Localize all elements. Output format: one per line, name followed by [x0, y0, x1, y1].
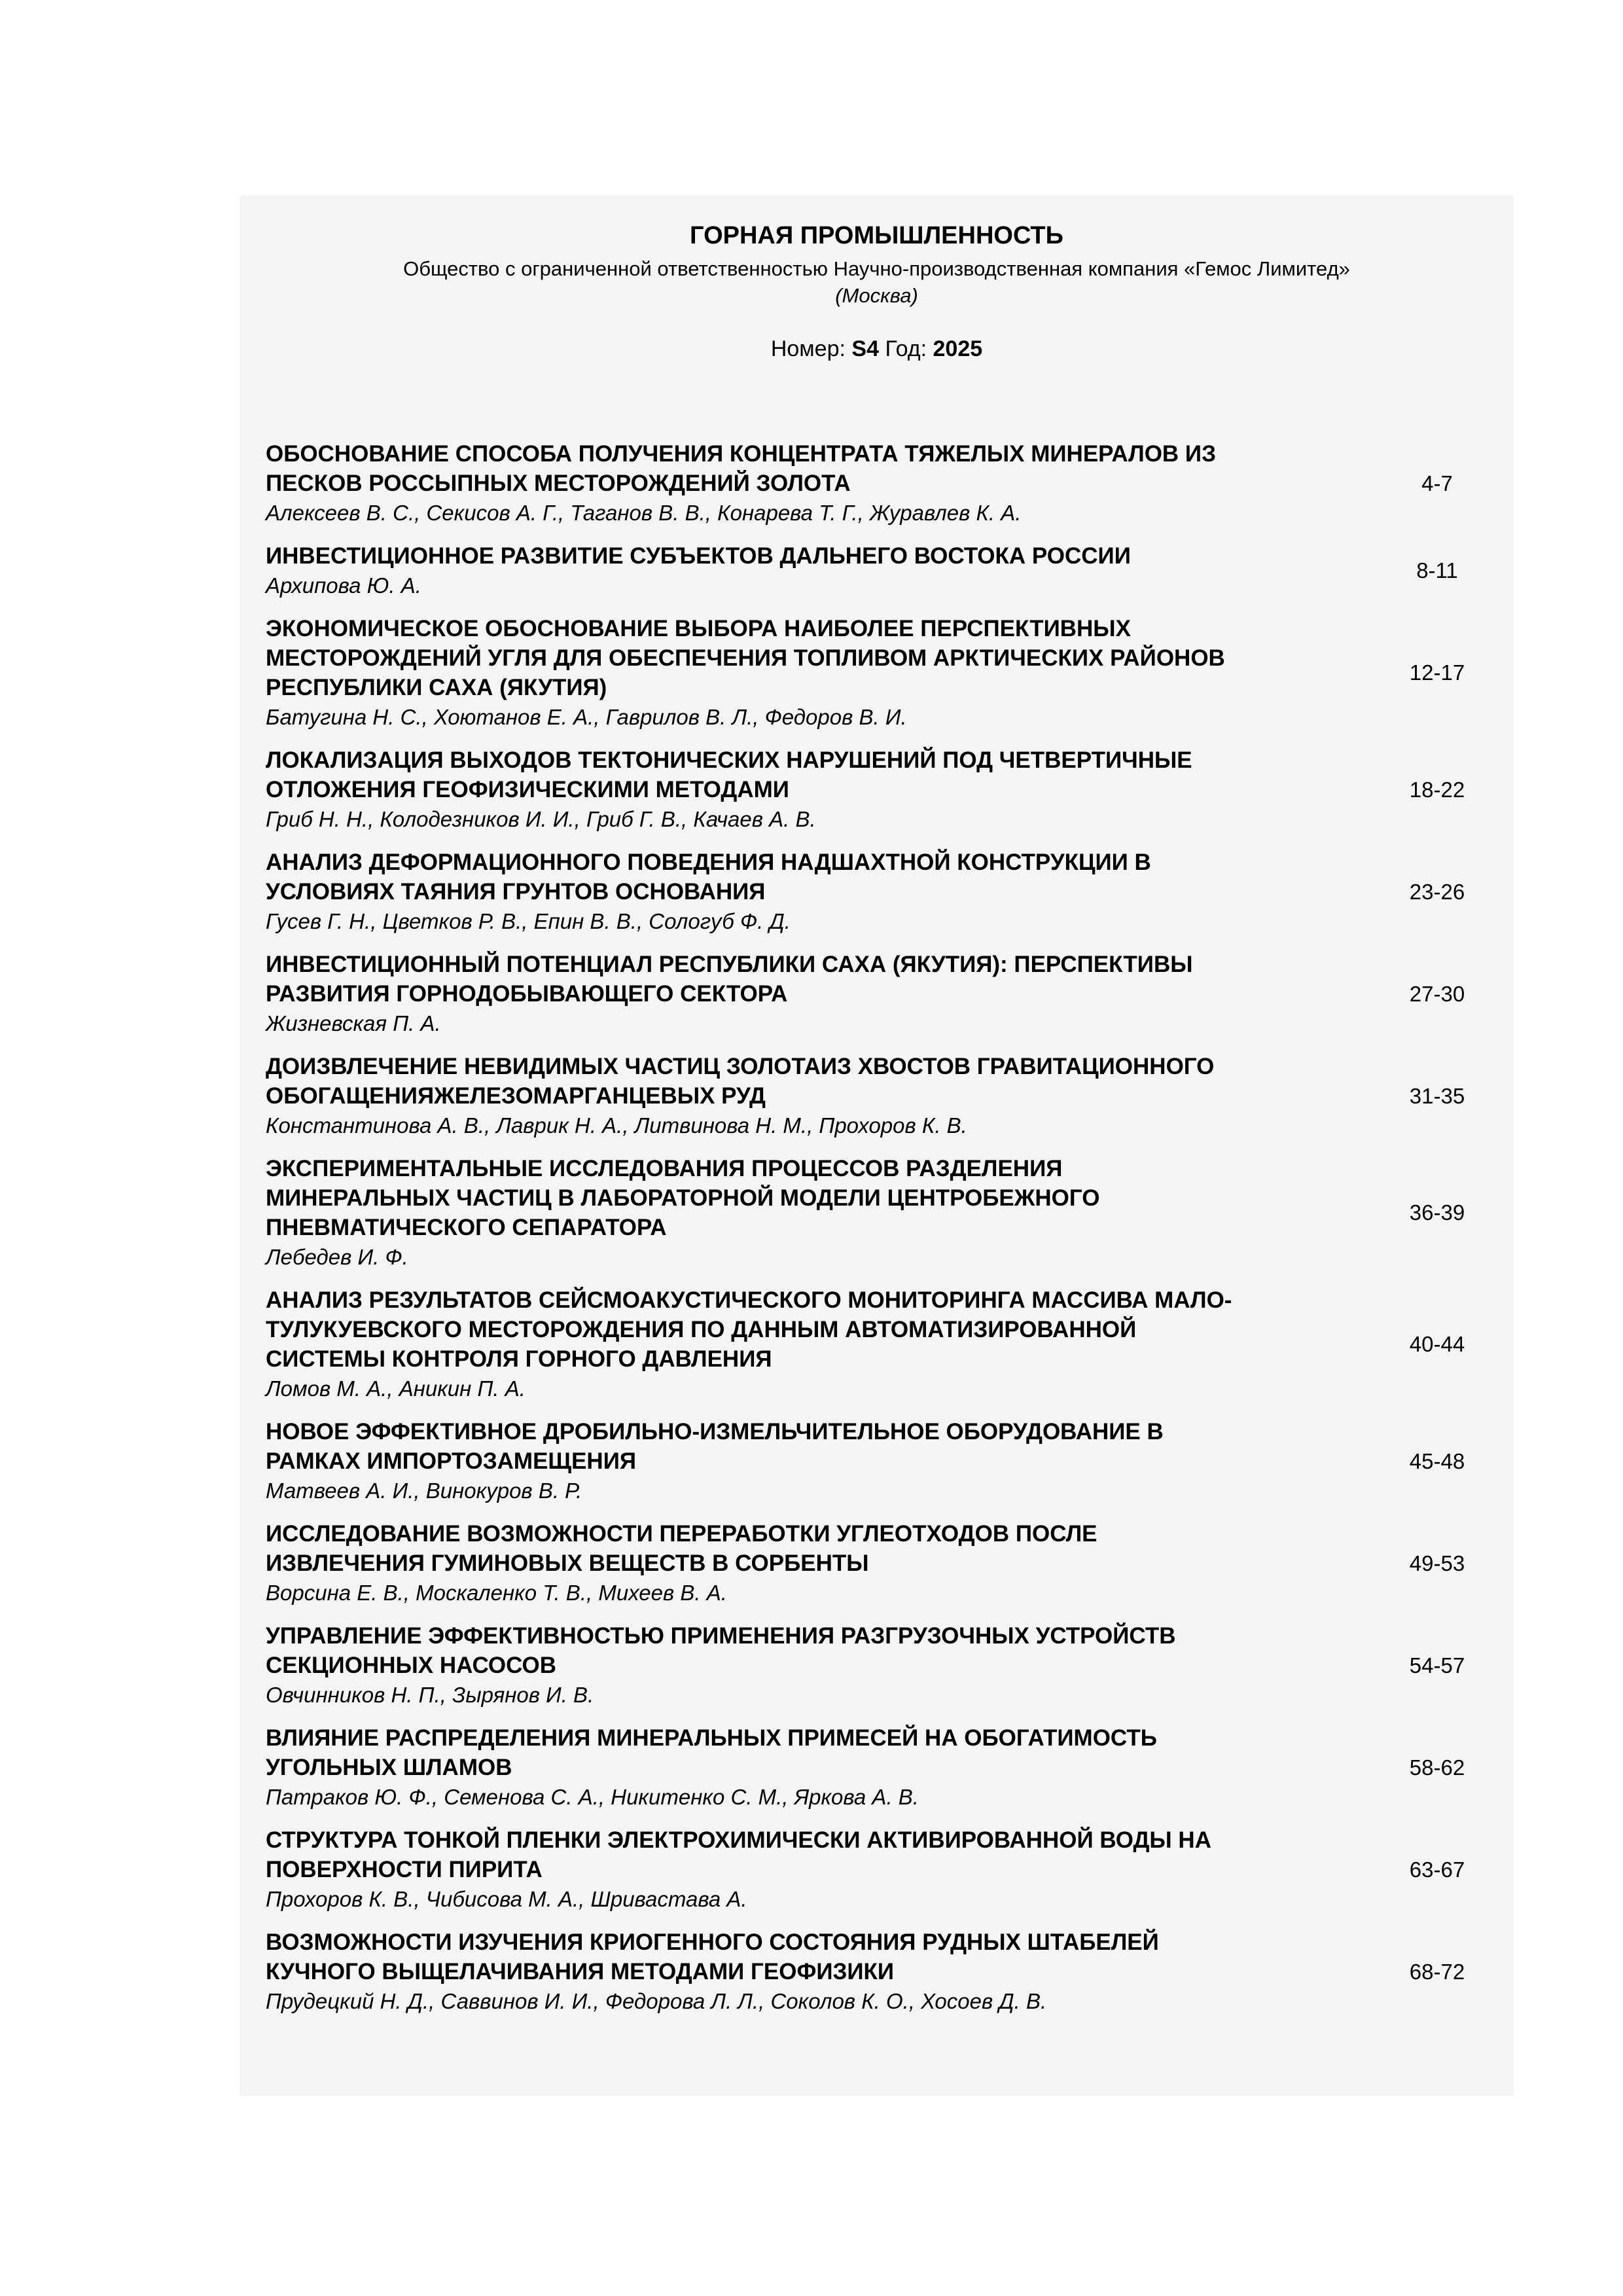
article-title-line[interactable]: ПОВЕРХНОСТИ ПИРИТА — [266, 1857, 543, 1882]
article-title-line[interactable]: УПРАВЛЕНИЕ ЭФФЕКТИВНОСТЬЮ ПРИМЕНЕНИЯ РАЗГРУЗОЧНЫХ УСТРОЙСТВ — [266, 1623, 1176, 1649]
article-entry[interactable] — [266, 1928, 1496, 2016]
article-title-line[interactable]: ЭКОНОМИЧЕСКОЕ ОБОСНОВАНИЕ ВЫБОРА НАИБОЛЕЕ ПЕРСПЕКТИВНЫХ — [266, 616, 1131, 641]
article-pages: 23-26 — [1409, 879, 1465, 904]
article-pages: 54-57 — [1409, 1653, 1465, 1677]
article-title-line[interactable]: ОБОГАЩЕНИЯЖЕЛЕЗОМАРГАНЦЕВЫХ РУД — [266, 1083, 766, 1109]
article-title-line[interactable]: КУЧНОГО ВЫЩЕЛАЧИВАНИЯ МЕТОДАМИ ГЕОФИЗИКИ — [266, 1959, 895, 1984]
article-pages: 8-11 — [1416, 558, 1458, 583]
article-pages: 31-35 — [1409, 1083, 1465, 1108]
article-authors: Гриб Н. Н., Колодезников И. И., Гриб Г. В., Качаев А. В. — [266, 807, 816, 831]
article-text — [266, 1519, 1378, 1607]
article-title-line[interactable]: СЕКЦИОННЫХ НАСОСОВ — [266, 1653, 557, 1678]
article-entry[interactable] — [266, 1825, 1496, 1914]
article-text — [266, 614, 1378, 732]
article-entry[interactable] — [266, 1154, 1496, 1272]
article-text — [266, 950, 1378, 1038]
article-entry[interactable] — [266, 439, 1496, 528]
article-pages: 18-22 — [1409, 777, 1465, 802]
article-title-line[interactable]: ПНЕВМАТИЧЕСКОГО СЕПАРАТОРА — [266, 1215, 667, 1240]
article-entry[interactable] — [266, 1723, 1496, 1812]
article-authors: Патраков Ю. Ф., Семенова С. А., Никитенко С. М., Яркова А. В. — [266, 1785, 919, 1809]
article-title-line[interactable]: ТУЛУКУЕВСКОГО МЕСТОРОЖДЕНИЯ ПО ДАННЫМ АВТОМАТИЗИРОВАННОЙ — [266, 1317, 1137, 1342]
article-title-line[interactable]: ОТЛОЖЕНИЯ ГЕОФИЗИЧЕСКИМИ МЕТОДАМИ — [266, 777, 789, 802]
article-authors: Алексеев В. С., Секисов А. Г., Таганов В. В., Конарева Т. Г., Журавлев К. А. — [266, 501, 1022, 525]
article-pages: 27-30 — [1409, 981, 1465, 1006]
article-text — [266, 1052, 1378, 1140]
article-text — [266, 1621, 1378, 1710]
article-text — [266, 439, 1378, 528]
article-title-line[interactable]: РАМКАХ ИМПОРТОЗАМЕЩЕНИЯ — [266, 1448, 637, 1474]
article-title-line[interactable]: МИНЕРАЛЬНЫХ ЧАСТИЦ В ЛАБОРАТОРНОЙ МОДЕЛИ ЦЕНТРОБЕЖНОГО — [266, 1185, 1100, 1211]
year-label: Год: — [885, 336, 927, 361]
article-title-line[interactable]: ОБОСНОВАНИЕ СПОСОБА ПОЛУЧЕНИЯ КОНЦЕНТРАТА ТЯЖЕЛЫХ МИНЕРАЛОВ ИЗ — [266, 441, 1217, 467]
article-text — [266, 1285, 1378, 1403]
issue-label: Номер: — [770, 336, 846, 361]
article-entry[interactable] — [266, 745, 1496, 834]
publisher-city: (Москва) — [835, 284, 918, 307]
table-of-contents-panel — [240, 196, 1514, 2096]
article-title-line[interactable]: ЛОКАЛИЗАЦИЯ ВЫХОДОВ ТЕКТОНИЧЕСКИХ НАРУШЕНИЙ ПОД ЧЕТВЕРТИЧНЫЕ — [266, 747, 1192, 773]
article-pages: 58-62 — [1409, 1755, 1465, 1780]
article-title-line[interactable]: СИСТЕМЫ КОНТРОЛЯ ГОРНОГО ДАВЛЕНИЯ — [266, 1346, 772, 1372]
issue-info — [240, 336, 1514, 362]
article-authors: Ворсина Е. В., Москаленко Т. В., Михеев В. А. — [266, 1581, 727, 1605]
journal-title: ГОРНАЯ ПРОМЫШЛЕННОСТЬ — [690, 222, 1063, 249]
article-authors: Константинова А. В., Лаврик Н. А., Литвинова Н. М., Прохоров К. В. — [266, 1113, 967, 1138]
article-title-line[interactable]: ИССЛЕДОВАНИЕ ВОЗМОЖНОСТИ ПЕРЕРАБОТКИ УГЛЕОТХОДОВ ПОСЛЕ — [266, 1521, 1097, 1547]
article-pages: 4-7 — [1421, 471, 1453, 495]
article-authors: Ломов М. А., Аникин П. А. — [266, 1376, 526, 1401]
article-title-line[interactable]: ВЛИЯНИЕ РАСПРЕДЕЛЕНИЯ МИНЕРАЛЬНЫХ ПРИМЕСЕЙ НА ОБОГАТИМОСТЬ — [266, 1725, 1157, 1751]
issue-year: 2025 — [933, 336, 983, 361]
article-entry[interactable] — [266, 1417, 1496, 1505]
article-title-line[interactable]: ПЕСКОВ РОССЫПНЫХ МЕСТОРОЖДЕНИЙ ЗОЛОТА — [266, 471, 851, 496]
article-authors: Прохоров К. В., Чибисова М. А., Шривастава А. — [266, 1887, 747, 1911]
article-title-line[interactable]: МЕСТОРОЖДЕНИЙ УГЛЯ ДЛЯ ОБЕСПЕЧЕНИЯ ТОПЛИВОМ АРКТИЧЕСКИХ РАЙОНОВ — [266, 645, 1225, 671]
article-list — [266, 439, 1496, 2030]
article-authors: Архипова Ю. А. — [266, 573, 421, 598]
article-title-line[interactable]: НОВОЕ ЭФФЕКТИВНОЕ ДРОБИЛЬНО-ИЗМЕЛЬЧИТЕЛЬНОЕ ОБОРУДОВАНИЕ В — [266, 1419, 1164, 1444]
article-title-line[interactable]: СТРУКТУРА ТОНКОЙ ПЛЕНКИ ЭЛЕКТРОХИМИЧЕСКИ АКТИВИРОВАННОЙ ВОДЫ НА — [266, 1827, 1211, 1853]
article-authors: Матвеев А. И., Винокуров В. Р. — [266, 1479, 582, 1503]
issue-number: S4 — [851, 336, 879, 361]
article-title-line[interactable]: РАЗВИТИЯ ГОРНОДОБЫВАЮЩЕГО СЕКТОРА — [266, 981, 788, 1007]
article-title-line[interactable]: АНАЛИЗ РЕЗУЛЬТАТОВ СЕЙСМОАКУСТИЧЕСКОГО МОНИТОРИНГА МАССИВА МАЛО- — [266, 1287, 1232, 1313]
article-title-line[interactable]: ИЗВЛЕЧЕНИЯ ГУМИНОВЫХ ВЕЩЕСТВ В СОРБЕНТЫ — [266, 1551, 869, 1576]
article-title-line[interactable]: УСЛОВИЯХ ТАЯНИЯ ГРУНТОВ ОСНОВАНИЯ — [266, 879, 766, 905]
article-entry[interactable] — [266, 614, 1496, 732]
article-authors: Лебедев И. Ф. — [266, 1245, 408, 1269]
publisher: Общество с ограниченной ответственностью Научно-производственная компания «Гемос Лимитед» — [403, 257, 1350, 280]
article-title-line[interactable]: РЕСПУБЛИКИ САХА (ЯКУТИЯ) — [266, 675, 607, 700]
article-pages: 40-44 — [1409, 1332, 1465, 1356]
article-pages: 63-67 — [1409, 1857, 1465, 1882]
article-entry[interactable] — [266, 1621, 1496, 1710]
article-entry[interactable] — [266, 950, 1496, 1038]
article-pages: 45-48 — [1409, 1448, 1465, 1473]
article-entry[interactable] — [266, 848, 1496, 936]
article-entry[interactable] — [266, 541, 1496, 600]
article-authors: Прудецкий Н. Д., Саввинов И. И., Федорова Л. Л., Соколов К. О., Хосоев Д. В. — [266, 1989, 1047, 2013]
article-authors: Овчинников Н. П., Зырянов И. В. — [266, 1683, 594, 1707]
article-authors: Гусев Г. Н., Цветков Р. В., Епин В. В., Сологуб Ф. Д. — [266, 909, 791, 933]
article-entry[interactable] — [266, 1285, 1496, 1403]
article-pages: 36-39 — [1409, 1200, 1465, 1225]
article-entry[interactable] — [266, 1519, 1496, 1607]
article-text — [266, 1417, 1378, 1505]
article-text — [266, 745, 1378, 834]
article-title-line[interactable]: ИНВЕСТИЦИОННОЕ РАЗВИТИЕ СУБЪЕКТОВ ДАЛЬНЕГО ВОСТОКА РОССИИ — [266, 543, 1131, 569]
article-title-line[interactable]: ДОИЗВЛЕЧЕНИЕ НЕВИДИМЫХ ЧАСТИЦ ЗОЛОТАИЗ ХВОСТОВ ГРАВИТАЦИОННОГО — [266, 1054, 1215, 1079]
article-text — [266, 1154, 1378, 1272]
article-pages: 68-72 — [1409, 1959, 1465, 1984]
article-text — [266, 541, 1378, 600]
article-text — [266, 1825, 1378, 1914]
article-authors: Батугина Н. С., Хоютанов Е. А., Гаврилов В. Л., Федоров В. И. — [266, 705, 907, 729]
article-text — [266, 848, 1378, 936]
article-text — [266, 1928, 1378, 2016]
article-pages: 49-53 — [1409, 1551, 1465, 1575]
article-text — [266, 1723, 1378, 1812]
article-entry[interactable] — [266, 1052, 1496, 1140]
article-title-line[interactable]: ЭКСПЕРИМЕНТАЛЬНЫЕ ИССЛЕДОВАНИЯ ПРОЦЕССОВ РАЗДЕЛЕНИЯ — [266, 1156, 1063, 1181]
article-title-line[interactable]: УГОЛЬНЫХ ШЛАМОВ — [266, 1755, 512, 1780]
article-title-line[interactable]: ВОЗМОЖНОСТИ ИЗУЧЕНИЯ КРИОГЕННОГО СОСТОЯНИЯ РУДНЫХ ШТАБЕЛЕЙ — [266, 1929, 1159, 1955]
article-title-line[interactable]: АНАЛИЗ ДЕФОРМАЦИОННОГО ПОВЕДЕНИЯ НАДШАХТНОЙ КОНСТРУКЦИИ В — [266, 850, 1151, 875]
article-pages: 12-17 — [1409, 660, 1465, 685]
article-authors: Жизневская П. А. — [266, 1011, 441, 1035]
article-title-line[interactable]: ИНВЕСТИЦИОННЫЙ ПОТЕНЦИАЛ РЕСПУБЛИКИ САХА (ЯКУТИЯ): ПЕРСПЕКТИВЫ — [266, 952, 1193, 977]
